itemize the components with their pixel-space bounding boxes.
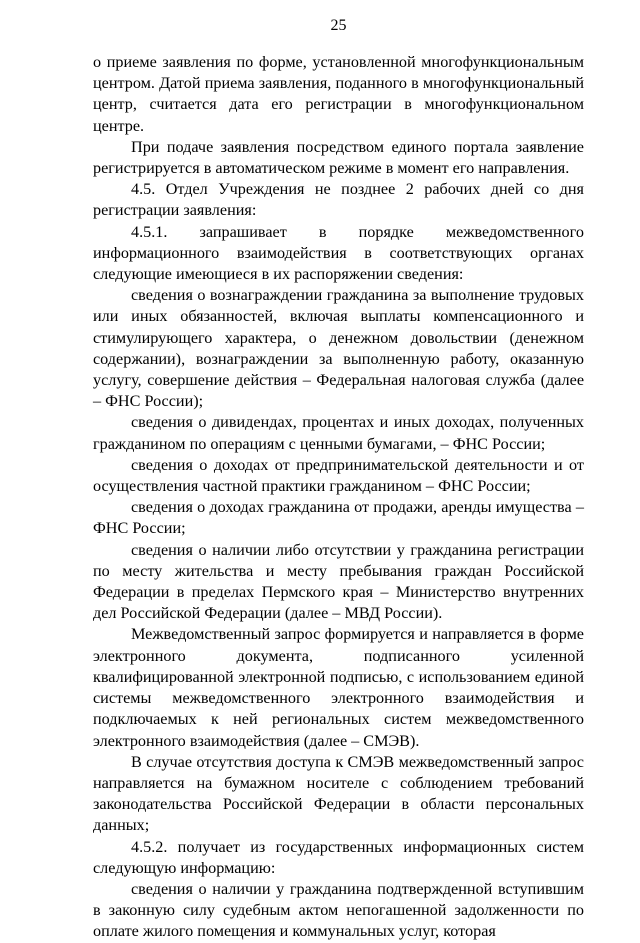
paragraph-registration-mvd: сведения о наличии либо отсутствии у гражданина регистрации по месту жительства и месту пребывания граждан Российской Федерации в пределах Пермского края – Министерство внутренних дел Российской Федерации (далее – МВД России). [93, 540, 584, 623]
paragraph-4-5-2: 4.5.2. получает из государственных информационных систем следующую информацию: [93, 837, 584, 877]
paragraph-portal-registration: При подаче заявления посредством единого портала заявление регистрируется в автоматическом режиме в момент его направления. [93, 137, 584, 178]
page-number: 25 [330, 17, 347, 34]
paragraph-continuation: о приеме заявления по форме, установленной многофункциональным центром. Датой приема заявления, поданного в многофункциональный центр, считается дата его регистрации в многофункциональном центре. [93, 53, 584, 135]
paragraph-4-5: 4.5. Отдел Учреждения не позднее 2 рабочих дней со дня регистрации заявления: [93, 180, 584, 220]
paragraph-dividends: сведения о дивидендах, процентах и иных доходах, полученных гражданином по операциям с ценными бумагами, – ФНС России; [93, 413, 584, 453]
document-body [93, 52, 584, 943]
paragraph-income-remuneration: сведения о вознаграждении гражданина за выполнение трудовых или иных обязанностей, включая выплаты компенсационного и стимулирующего характера, о денежном довольствии (денежном содержании), вознаграждении за выполненную работу, оказанную услугу, совершение действия – Федеральная налоговая служба (далее – ФНС России); [93, 286, 584, 411]
paragraph-property-income: сведения о доходах гражданина от продажи, аренды имущества – ФНС России; [93, 498, 584, 538]
paragraph-paper-request: В случае отсутствия доступа к СМЭВ межведомственный запрос направляется на бумажном носителе с соблюдением требований законодательства Российской Федерации в области персональных данных; [93, 752, 584, 835]
paragraph-debt-info: сведения о наличии у гражданина подтвержденной вступившим в законную силу судебным актом непогашенной задолженности по оплате жилого помещения и коммунальных услуг, которая [93, 879, 584, 941]
paragraph-interagency-request: Межведомственный запрос формируется и направляется в форме электронного документа, подписанного усиленной квалифицированной электронной подписью, с использованием единой системы межведомственного электронного взаимодействия и подключаемых к ней региональных систем межведомственного электронного взаимодействия (далее – СМЭВ). [93, 625, 584, 750]
paragraph-business-income: сведения о доходах от предпринимательской деятельности и от осуществления частной практики гражданином – ФНС России; [93, 455, 584, 496]
paragraph-4-5-1: 4.5.1. запрашивает в порядке межведомственного информационного взаимодействия в соответствующих органах следующие имеющиеся в их распоряжении сведения: [93, 222, 584, 284]
